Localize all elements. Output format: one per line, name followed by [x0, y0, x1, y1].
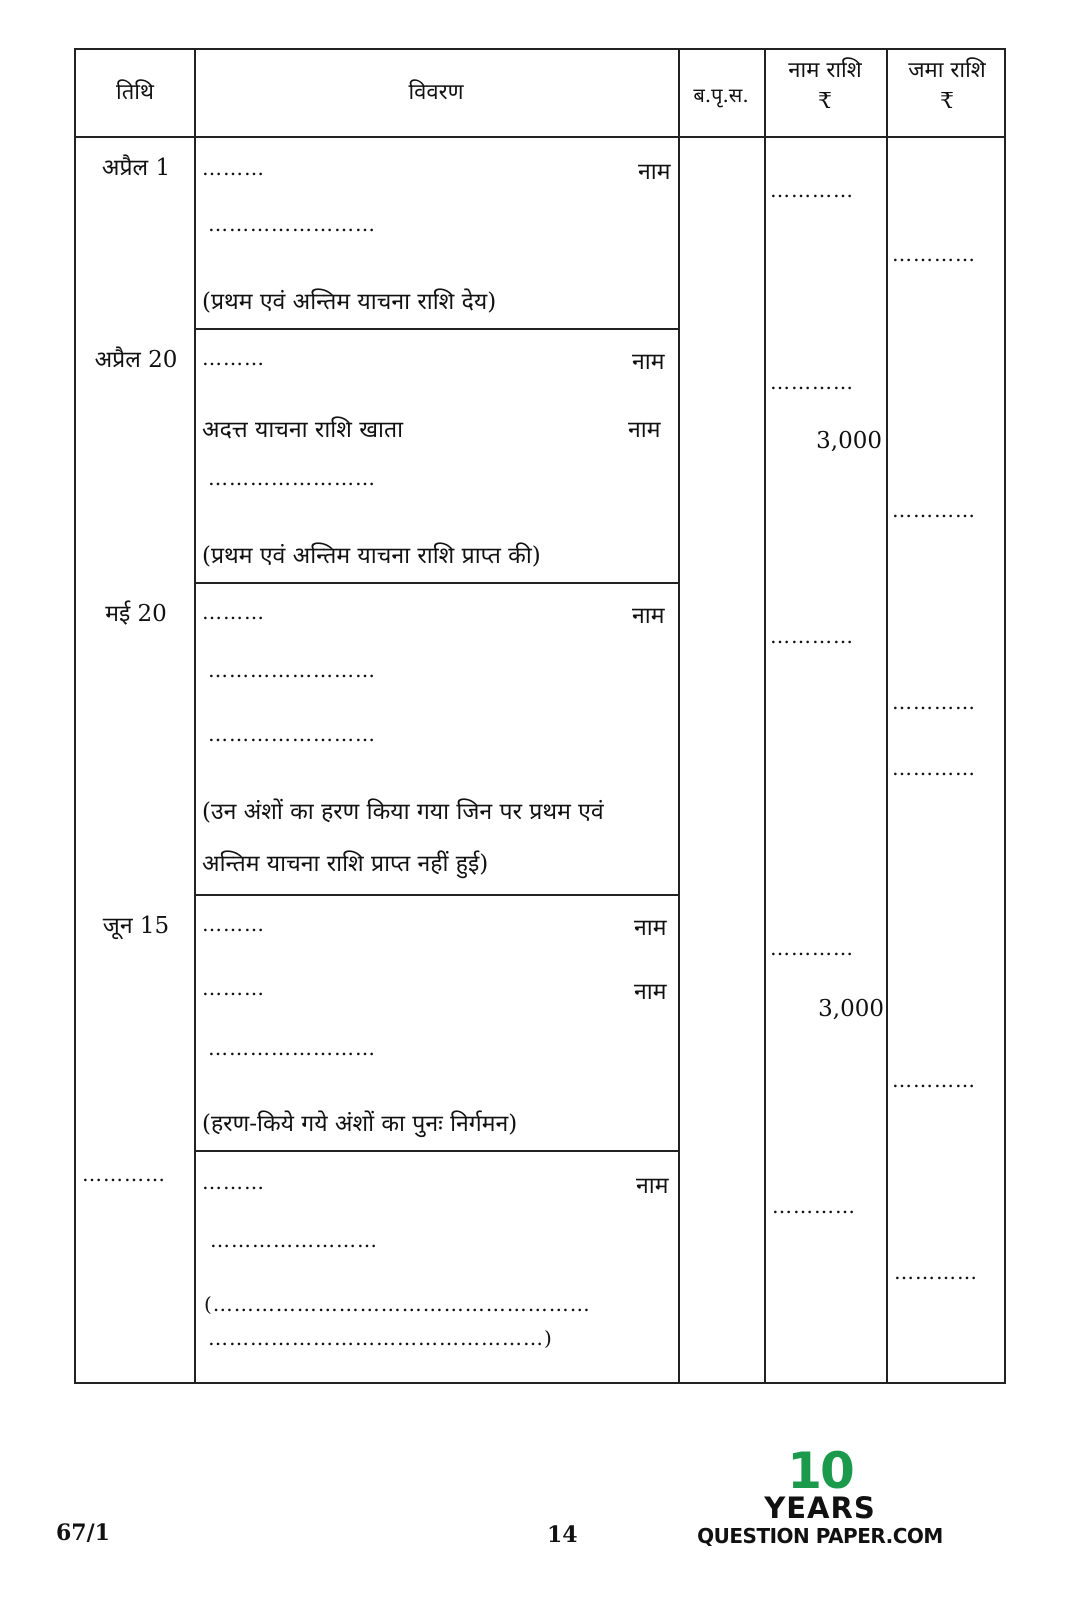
header-date: तिथि: [116, 80, 154, 105]
entry-4-date: जून 15: [102, 913, 170, 939]
entry-5-date-blank: …………: [82, 1162, 166, 1186]
entry-3-narration-1: (उन अंशों का हरण किया गया जिन पर प्रथम एवं: [202, 799, 604, 825]
entry-2-date: अप्रैल 20: [94, 347, 178, 373]
entry-4-credit-account-blank: ……………………: [208, 1036, 376, 1060]
entry-5-credit-amount-blank: …………: [894, 1260, 978, 1284]
entry-3-credit-account-blank-2: ……………………: [208, 722, 376, 746]
column-divider: [886, 50, 888, 1382]
entry-5-narration-2: …………………………………………): [208, 1326, 553, 1350]
page-number: 14: [547, 1522, 578, 1548]
entry-2-dr: नाम: [632, 349, 665, 375]
entry-4-debit-account-blank-1: ………: [202, 912, 265, 936]
header-credit-unit: ₹: [940, 88, 954, 114]
paper-code: 67/1: [56, 1520, 110, 1546]
header-debit-unit: ₹: [818, 88, 832, 114]
entry-1-date: अप्रैल 1: [101, 155, 171, 181]
entry-4-debit-account-blank-2: ………: [202, 976, 265, 1000]
entry-2-credit-account-blank: ……………………: [208, 466, 376, 490]
entry-5-narration-1: (………………………………………………: [204, 1292, 591, 1316]
entry-2-dr-2: नाम: [628, 417, 661, 443]
entry-separator: [194, 894, 680, 896]
entry-4-amount: 3,000: [818, 996, 884, 1022]
column-divider: [678, 50, 680, 1382]
header-credit-label: जमा राशि: [908, 58, 986, 83]
entry-4-dr: नाम: [634, 915, 667, 941]
entry-2-debit-account-blank: ………: [202, 346, 265, 370]
entry-3-narration-2: अन्तिम याचना राशि प्राप्त नहीं हुई): [202, 851, 489, 877]
header-rule: [76, 136, 1004, 138]
entry-1-dr: नाम: [638, 159, 671, 185]
entry-4-credit-amount-blank: …………: [892, 1068, 976, 1092]
entry-separator: [194, 328, 680, 330]
logo-years: YEARS: [764, 1491, 876, 1525]
journal-table: [74, 48, 1006, 1384]
entry-2-calls-in-arrears: अदत्त याचना राशि खाता: [202, 417, 404, 443]
entry-3-date: मई 20: [105, 601, 167, 627]
entry-1-debit-account-blank: ………: [202, 156, 265, 180]
entry-1-narration: (प्रथम एवं अन्तिम याचना राशि देय): [202, 289, 497, 315]
entry-3-debit-account-blank: ………: [202, 600, 265, 624]
entry-1-debit-amount-blank: …………: [770, 178, 854, 202]
column-divider: [194, 50, 196, 1382]
entry-separator: [194, 1150, 680, 1152]
logo-number: 10: [787, 1442, 853, 1500]
entry-4-dr-2: नाम: [634, 979, 667, 1005]
ten-years-logo: [695, 1442, 945, 1566]
entry-2-narration: (प्रथम एवं अन्तिम याचना राशि प्राप्त की): [202, 543, 541, 569]
entry-3-credit-amount-blank-1: …………: [892, 690, 976, 714]
header-particulars: विवरण: [408, 80, 464, 105]
entry-2-credit-amount-blank: …………: [892, 498, 976, 522]
entry-5-debit-amount-blank: …………: [772, 1194, 856, 1218]
entry-separator: [194, 582, 680, 584]
entry-5-credit-account-blank: ……………………: [210, 1228, 378, 1252]
header-lf: ब.पृ.स.: [693, 83, 749, 107]
entry-3-debit-amount-blank: …………: [770, 624, 854, 648]
entry-3-credit-account-blank-1: ……………………: [208, 658, 376, 682]
header-credit: [886, 56, 1008, 118]
header-debit-label: नाम राशि: [788, 58, 862, 83]
entry-1-credit-amount-blank: …………: [892, 242, 976, 266]
entry-3-dr: नाम: [632, 603, 665, 629]
entry-2-amount: 3,000: [816, 428, 882, 454]
entry-2-debit-amount-blank: …………: [770, 370, 854, 394]
logo-site: QUESTION PAPER.COM: [697, 1524, 943, 1548]
entry-1-credit-account-blank: ……………………: [208, 212, 376, 236]
column-divider: [764, 50, 766, 1382]
entry-4-debit-amount-blank: …………: [770, 936, 854, 960]
entry-4-narration: (हरण-किये गये अंशों का पुनः निर्गमन): [202, 1111, 518, 1137]
entry-5-dr: नाम: [636, 1173, 669, 1199]
entry-3-credit-amount-blank-2: …………: [892, 756, 976, 780]
entry-5-debit-account-blank: ………: [202, 1170, 265, 1194]
header-debit: [764, 56, 886, 118]
